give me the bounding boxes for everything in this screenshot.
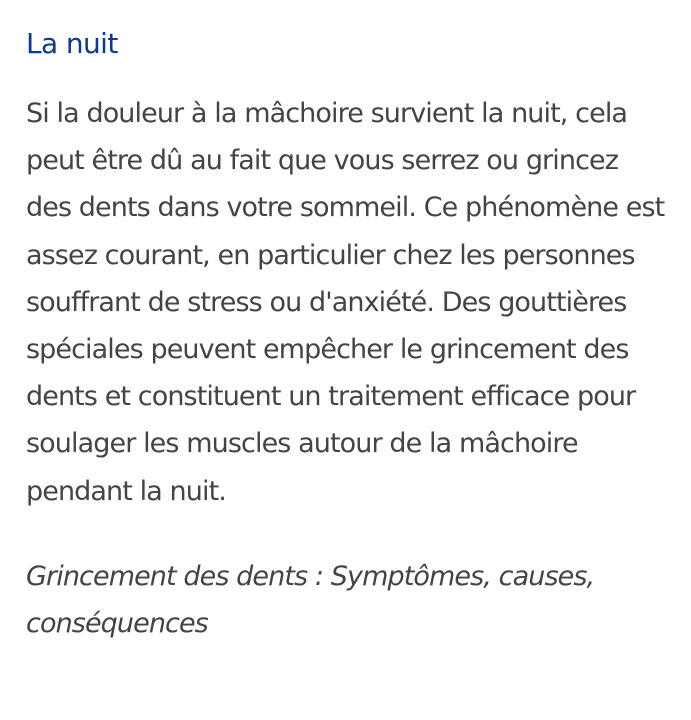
section-paragraph: Si la douleur à la mâchoire survient la nuit, cela peut être dû au fait que vous serrez ou grincez des dents dans votre sommeil. Ce phénomène est assez courant, en particulier chez les personnes souffrant de stress ou d'anxiété. Des gouttières spéciales peuvent empêcher le grincement des dents et constituent un traitement efficace pour soulager les muscles autour de la mâchoire pendant la nuit. bbox=[26, 98, 665, 507]
article-section bbox=[26, 18, 666, 647]
section-heading: La nuit bbox=[26, 27, 118, 60]
related-article-link[interactable]: Grincement des dents : Symptômes, causes, conséquences bbox=[26, 560, 595, 640]
